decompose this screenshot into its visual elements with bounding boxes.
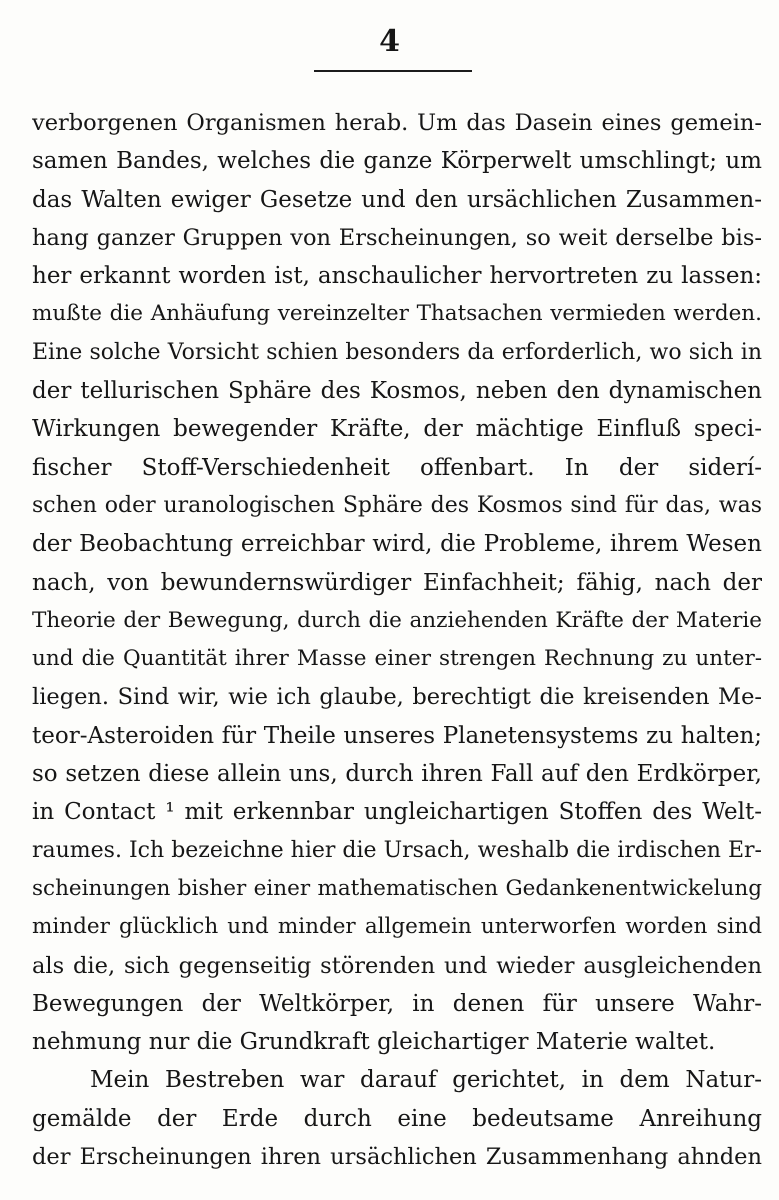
text-line: schen oder uranologischen Sphäre des Kosmos sind für das, was (32, 492, 762, 518)
text-line: her erkannt worden ist, anschaulicher hervortreten zu lassen: (32, 263, 762, 290)
text-line: teor-Asteroiden für Theile unseres Planetensystems zu halten; (32, 722, 762, 749)
text-line: mußte die Anhäufung vereinzelter Thatsachen vermieden werden. (32, 301, 762, 327)
body-text (32, 104, 762, 1176)
text-line-paragraph-end: nehmung nur die Grundkraft gleichartiger Materie waltet. (32, 1029, 716, 1056)
text-line: und die Quantität ihrer Masse einer strengen Rechnung zu unter- (32, 646, 762, 672)
page-number: 4 (379, 24, 400, 59)
text-line: fischer Stoff-Verschiedenheit offenbart. In der siderí- (32, 454, 762, 481)
text-line: der tellurischen Sphäre des Kosmos, neben den dynamischen (32, 378, 762, 405)
text-line: das Walten ewiger Gesetze und den ursächlichen Zusammen- (32, 186, 762, 213)
text-line-paragraph-start: Mein Bestreben war darauf gerichtet, in dem Natur- (90, 1067, 762, 1094)
text-line: samen Bandes, welches die ganze Körperwelt umschlingt; um (32, 148, 762, 175)
text-line: scheinungen bisher einer mathematischen Gedankenentwickelung (32, 875, 762, 901)
text-line: Wirkungen bewegender Kräfte, der mächtige Einfluß speci- (32, 416, 762, 443)
text-line: in Contact ¹ mit erkennbar ungleichartigen Stoffen des Welt- (32, 799, 762, 826)
text-line: hang ganzer Gruppen von Erscheinungen, so weit derselbe bis- (32, 224, 762, 251)
text-line: Eine solche Vorsicht schien besonders da erforderlich, wo sich in (32, 339, 762, 365)
text-line: als die, sich gegenseitig störenden und wieder ausgleichenden (32, 952, 762, 979)
text-line: verborgenen Organismen herab. Um das Dasein eines gemein- (32, 110, 762, 136)
text-line: der Erscheinungen ihren ursächlichen Zusammenhang ahnden (32, 1144, 762, 1171)
text-line: nach, von bewundernswürdiger Einfachheit; fähig, nach der (32, 569, 762, 596)
header-rule (314, 70, 472, 72)
text-line: so setzen diese allein uns, durch ihren Fall auf den Erdkörper, (32, 761, 762, 788)
text-line: der Beobachtung erreichbar wird, die Probleme, ihrem Wesen (32, 531, 762, 558)
text-line: Bewegungen der Weltkörper, in denen für unsere Wahr- (32, 990, 762, 1017)
text-line: minder glücklich und minder allgemein unterworfen worden sind (32, 914, 762, 940)
text-line: liegen. Sind wir, wie ich glaube, berechtigt die kreisenden Me- (32, 684, 762, 711)
text-line: Theorie der Bewegung, durch die anziehenden Kräfte der Materie (32, 607, 762, 633)
text-line: raumes. Ich bezeichne hier die Ursach, weshalb die irdischen Er- (32, 837, 762, 863)
text-line: gemälde der Erde durch eine bedeutsame Anreihung (32, 1105, 762, 1132)
